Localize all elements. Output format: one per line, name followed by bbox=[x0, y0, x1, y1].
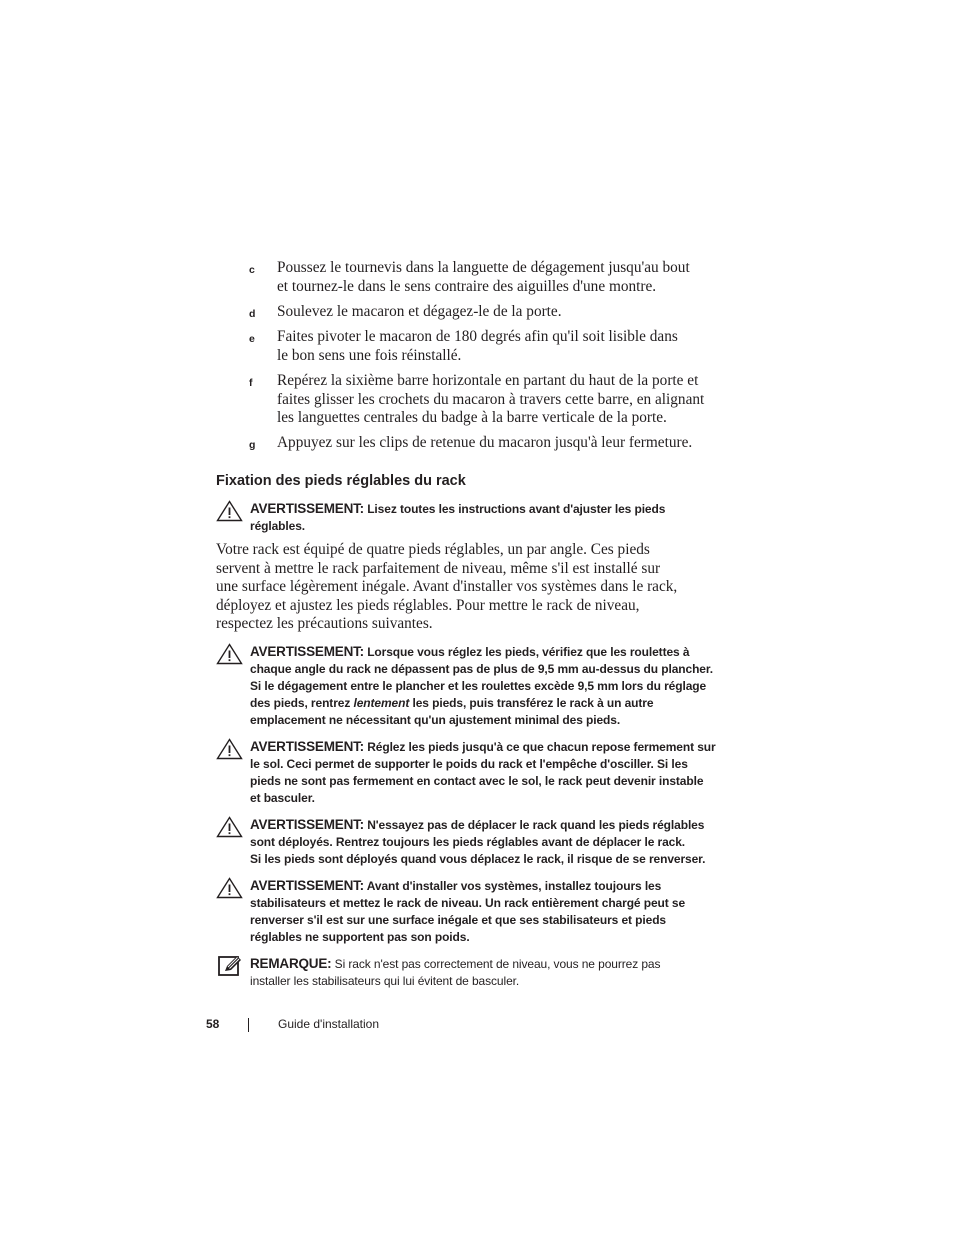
warning-triangle-icon bbox=[216, 877, 243, 899]
note-line: installer les stabilisateurs qui lui évitent de basculer. bbox=[250, 974, 520, 989]
warning-label: AVERTISSEMENT: bbox=[250, 644, 364, 659]
step-line: Soulevez le macaron et dégagez-le de la porte. bbox=[277, 303, 562, 320]
note-label: REMARQUE: bbox=[250, 956, 332, 971]
warning-line: pieds ne sont pas fermement en contact avec le sol, le rack peut devenir instable bbox=[250, 774, 704, 789]
emphasis-text: lentement bbox=[353, 696, 410, 711]
warning-line: Lorsque vous réglez les pieds, vérifiez que les roulettes à bbox=[363, 645, 690, 659]
step-letter: e bbox=[249, 333, 255, 345]
warning-line: Avant d'installer vos systèmes, installez toujours les bbox=[363, 879, 662, 893]
warning-label: AVERTISSEMENT: bbox=[250, 878, 364, 893]
step-text bbox=[277, 372, 729, 428]
warning-line: stabilisateurs et mettez le rack de niveau. Un rack entièrement chargé peut se bbox=[250, 896, 686, 911]
paragraph-line: une surface légèrement inégale. Avant d'installer vos systèmes dans le rack, bbox=[216, 578, 678, 596]
warning-text bbox=[250, 643, 726, 729]
step-line: Faites pivoter le macaron de 180 degrés afin qu'il soit lisible dans bbox=[277, 328, 678, 345]
step-line: Poussez le tournevis dans la languette de dégagement jusqu'au bout bbox=[277, 259, 690, 276]
step-line: Repérez la sixième barre horizontale en partant du haut de la porte et bbox=[277, 372, 699, 389]
warning-line: réglables. bbox=[250, 519, 306, 534]
paragraph-line: servent à mettre le rack parfaitement de niveau, même s'il est installé sur bbox=[216, 559, 661, 577]
note-text bbox=[250, 955, 726, 990]
warning-text bbox=[250, 877, 726, 946]
warning-triangle-icon bbox=[216, 816, 243, 838]
step-letter: f bbox=[249, 377, 253, 389]
step-text bbox=[277, 328, 729, 365]
step-text bbox=[277, 259, 729, 296]
warning-line: les pieds, puis transférez le rack à un autre bbox=[409, 696, 654, 711]
warning-line: N'essayez pas de déplacer le rack quand les pieds réglables bbox=[363, 818, 705, 832]
section-heading: Fixation des pieds réglables du rack bbox=[216, 473, 466, 489]
footer-divider bbox=[248, 1018, 249, 1032]
step-letter: c bbox=[249, 264, 255, 276]
warning-line: le sol. Ceci permet de supporter le poids du rack et l'empêche d'osciller. Si les bbox=[250, 757, 688, 772]
warning-label: AVERTISSEMENT: bbox=[250, 739, 364, 754]
page-number: 58 bbox=[206, 1017, 220, 1031]
note-line: Si rack n'est pas correctement de niveau, vous ne pourrez pas bbox=[331, 957, 661, 971]
warning-line: des pieds, rentrez bbox=[250, 696, 354, 711]
step-line: le bon sens une fois réinstallé. bbox=[277, 346, 462, 364]
warning-line: Si le dégagement entre le plancher et les roulettes excède 9,5 mm lors du réglage bbox=[250, 679, 707, 694]
warning-label: AVERTISSEMENT: bbox=[250, 817, 364, 832]
warning-line: sont déployés. Rentrez toujours les pieds réglables avant de déplacer le rack. bbox=[250, 835, 686, 850]
warning-line: renverser s'il est sur une surface inégale et que ses stabilisateurs et pieds bbox=[250, 913, 667, 928]
step-line: Appuyez sur les clips de retenue du macaron jusqu'à leur fermeture. bbox=[277, 434, 693, 451]
step-line: les languettes centrales du badge à la barre verticale de la porte. bbox=[277, 409, 667, 427]
step-letter: g bbox=[249, 439, 256, 451]
intro-paragraph bbox=[216, 541, 716, 634]
warning-triangle-icon bbox=[216, 643, 243, 665]
paragraph-line: déployez et ajustez les pieds réglables. Pour mettre le rack de niveau, bbox=[216, 596, 640, 614]
warning-line: et basculer. bbox=[250, 791, 315, 806]
footer-title: Guide d'installation bbox=[278, 1017, 380, 1031]
warning-triangle-icon bbox=[216, 500, 243, 522]
warning-text bbox=[250, 500, 726, 535]
warning-text bbox=[250, 816, 726, 868]
warning-text bbox=[250, 738, 726, 807]
warning-line: Réglez les pieds jusqu'à ce que chacun repose fermement sur bbox=[363, 740, 716, 754]
warning-line: Lisez toutes les instructions avant d'ajuster les pieds bbox=[363, 502, 666, 516]
pencil-note-icon bbox=[216, 955, 243, 977]
warning-line: Si les pieds sont déployés quand vous déplacez le rack, il risque de se renverser. bbox=[250, 852, 706, 867]
warning-triangle-icon bbox=[216, 738, 243, 760]
step-letter: d bbox=[249, 308, 256, 320]
step-line: et tournez-le dans le sens contraire des aiguilles d'une montre. bbox=[277, 277, 657, 295]
paragraph-line: Votre rack est équipé de quatre pieds réglables, un par angle. Ces pieds bbox=[216, 541, 650, 558]
warning-line: emplacement ne nécessitant qu'un ajustement minimal des pieds. bbox=[250, 713, 621, 728]
warning-line: chaque angle du rack ne dépassent pas de plus de 9,5 mm au-dessus du plancher. bbox=[250, 662, 714, 677]
step-line: faites glisser les crochets du macaron à travers cette barre, en alignant bbox=[277, 390, 705, 408]
step-text bbox=[277, 434, 729, 453]
warning-line: réglables ne supportent pas son poids. bbox=[250, 930, 470, 945]
paragraph-line: respectez les précautions suivantes. bbox=[216, 615, 433, 633]
warning-label: AVERTISSEMENT: bbox=[250, 501, 364, 516]
step-text bbox=[277, 303, 729, 322]
